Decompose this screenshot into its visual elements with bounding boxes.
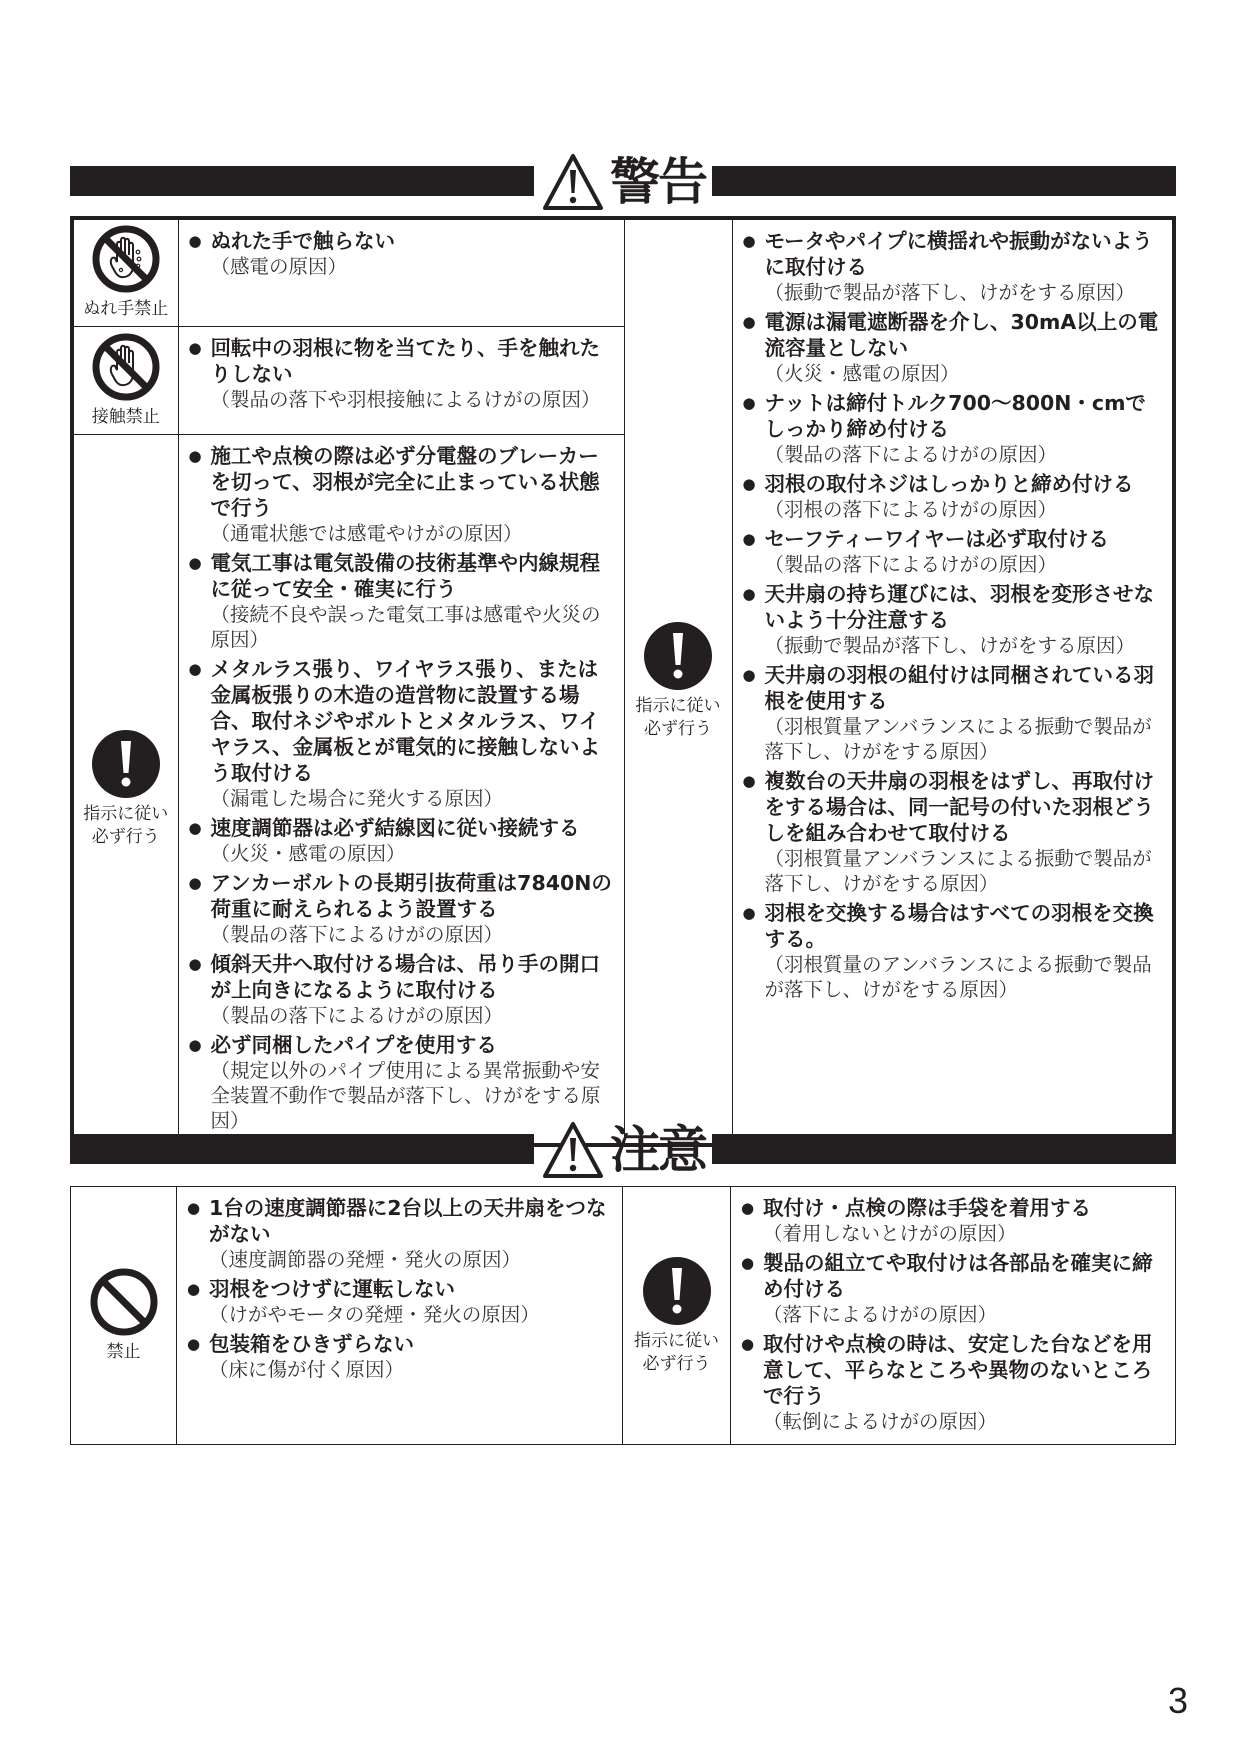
icon-label: 接触禁止 bbox=[91, 406, 160, 427]
icon-label: ぬれ手禁止 bbox=[83, 299, 169, 320]
caution-triangle-icon bbox=[542, 1121, 604, 1179]
warning-item: ● 天井扇の羽根の組付けは同梱されている羽根を使用する （羽根質量アンバランスによる振動で製品が落下し、けがをする原因） bbox=[742, 663, 1154, 763]
caution-title: 注意 bbox=[610, 1121, 706, 1179]
warning-item: ● 施工や点検の際は必ず分電盤のブレーカーを切って、羽根が完全に止まっている状態で行う （通電状態では感電やけがの原因） bbox=[188, 443, 600, 545]
prohibited-icon bbox=[89, 1267, 159, 1337]
warning-item: ● 羽根を交換する場合はすべての羽根を交換する。 （羽根質量のアンバランスによる振動で製品が落下し、けがをする原因） bbox=[742, 901, 1154, 1001]
icon-cell-mandatory-right bbox=[624, 218, 732, 1145]
warning-item: ● 羽根の取付ネジはしっかりと締め付ける （羽根の落下によるけがの原因） bbox=[742, 472, 1134, 521]
warning-item: ● 電気工事は電気設備の技術基準や内線規程に従って安全・確実に行う （接続不良や誤った電気工事は感電や火災の原因） bbox=[188, 550, 601, 651]
caution-item: ● 1台の速度調節器に2台以上の天井扇をつながない （速度調節器の発煙・発火の原因） bbox=[187, 1196, 607, 1271]
page-number: 3 bbox=[1168, 1680, 1189, 1721]
warning-item: ● メタルラス張り、ワイヤラス張り、または金属板張りの木造の造営物に設置する場合、取付ネジやボルトとメタルラス、ワイヤラス、金属板とが電気的に接触しないよう取付ける （漏電した場合に発火する原因） bbox=[188, 656, 600, 810]
warning-item: ● 天井扇の持ち運びには、羽根を変形させないよう十分注意する （振動で製品が落下し、けがをする原因） bbox=[742, 582, 1154, 657]
warning-item: ● ナットは締付トルク700～800N・cmでしっかり締め付ける （製品の落下によるけがの原因） bbox=[742, 391, 1146, 466]
header-bar-right bbox=[712, 1134, 1176, 1164]
warning-triangle-icon bbox=[542, 153, 604, 211]
icon-cell-mandatory-caution bbox=[623, 1187, 731, 1445]
caution-header bbox=[70, 1120, 1176, 1180]
icon-cell-mandatory-left bbox=[72, 434, 178, 1145]
warning-item: ● 回転中の羽根に物を当てたり、手を触れたりしない （製品の落下や羽根接触によるけがの原因） bbox=[188, 335, 601, 411]
icon-label-line-2: 必ず行う bbox=[91, 826, 160, 847]
warning-item: ● モータやパイプに横揺れや振動がないように取付ける （振動で製品が落下し、けがをする原因） bbox=[742, 229, 1153, 304]
warning-item: ● アンカーボルトの長期引抜荷重は7840Nの荷重に耐えられるよう設置する （製品の落下によるけがの原因） bbox=[188, 870, 612, 946]
warning-item: ● ぬれた手で触らない （感電の原因） bbox=[189, 228, 616, 279]
no-wet-hands-icon bbox=[91, 224, 161, 294]
icon-label-line-2: 必ず行う bbox=[644, 719, 712, 740]
header-bar-left bbox=[70, 1134, 534, 1164]
warning-row-2-content bbox=[178, 326, 624, 434]
caution-left-content bbox=[177, 1187, 623, 1445]
icon-label-line-1: 指示に従い bbox=[635, 696, 721, 717]
warning-title-group bbox=[538, 152, 710, 212]
item-note: （感電の原因） bbox=[210, 255, 348, 278]
caution-item: ● 製品の組立てや取付けは各部品を確実に締め付ける （落下によるけがの原因） bbox=[741, 1251, 1153, 1326]
icon-label: 禁止 bbox=[106, 1342, 141, 1362]
warning-row-1-content bbox=[178, 218, 624, 326]
item-text: ぬれた手で触らない bbox=[210, 229, 395, 253]
mandatory-icon bbox=[643, 621, 713, 691]
warning-item: ● セーフティーワイヤーは必ず取付ける （製品の落下によるけがの原因） bbox=[742, 527, 1109, 576]
icon-label-line-2: 必ず行う bbox=[642, 1353, 711, 1374]
warning-right-content bbox=[732, 218, 1174, 1145]
warning-table bbox=[70, 216, 1176, 1147]
mandatory-icon bbox=[91, 729, 161, 799]
warning-item: ● 傾斜天井へ取付ける場合は、吊り手の開口が上向きになるように取付ける （製品の落下によるけがの原因） bbox=[188, 951, 600, 1027]
caution-item: ● 取付けや点検の時は、安定した台などを用意して、平らなところや異物のないところで行う （転倒によるけがの原因） bbox=[741, 1332, 1153, 1433]
warning-item: ● 必ず同梱したパイプを使用する （規定以外のパイプ使用による異常振動や安全装置不動作で製品が落下し、けがをする原因） bbox=[188, 1032, 601, 1132]
caution-title-group bbox=[538, 1120, 710, 1180]
caution-item: ● 羽根をつけずに運転しない （けがやモータの発煙・発火の原因） bbox=[187, 1277, 540, 1326]
caution-item: ● 包装箱をひきずらない （床に傷が付く原因） bbox=[187, 1332, 414, 1381]
warning-item: ● 電源は漏電遮断器を介し、30mA以上の電流容量としない （火災・感電の原因） bbox=[742, 310, 1159, 385]
header-bar-left bbox=[70, 166, 534, 196]
no-touch-icon bbox=[91, 332, 161, 402]
icon-label-line-1: 指示に従い bbox=[634, 1330, 719, 1351]
icon-cell-no-wet-hands bbox=[72, 218, 178, 326]
icon-cell-prohibited bbox=[71, 1187, 177, 1445]
caution-right-content bbox=[731, 1187, 1176, 1445]
caution-item: ● 取付け・点検の際は手袋を着用する （着用しないとけがの原因） bbox=[741, 1196, 1091, 1245]
mandatory-icon bbox=[642, 1256, 712, 1326]
warning-header bbox=[70, 152, 1176, 212]
icon-label-line-1: 指示に従い bbox=[83, 803, 169, 824]
header-bar-right bbox=[712, 166, 1176, 196]
warning-row-3-content bbox=[178, 434, 624, 1145]
icon-cell-no-touch bbox=[72, 326, 178, 434]
warning-title: 警告 bbox=[610, 153, 706, 211]
warning-item: ● 複数台の天井扇の羽根をはずし、再取付けをする場合は、同一記号の付いた羽根どうしを組み合わせて取付ける （羽根質量アンバランスによる振動で製品が落下し、けがをする原因） bbox=[742, 769, 1154, 895]
warning-item: ● 速度調節器は必ず結線図に従い接続する （火災・感電の原因） bbox=[188, 815, 580, 865]
caution-table bbox=[70, 1186, 1176, 1445]
